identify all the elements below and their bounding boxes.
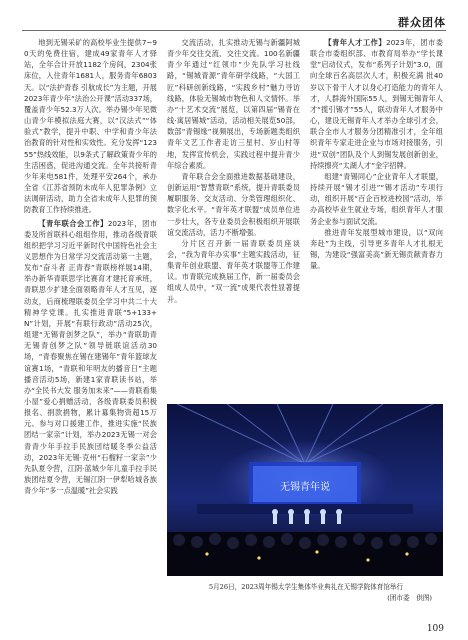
- text-column-left: [24, 37, 157, 496]
- text-column-middle: [167, 37, 300, 402]
- paragraph: 交流活动，扎实推动无锡与新疆阿城青少年交往交流、交往交流。100名新疆青少年通过“红领巾”少先队学习社线路，“锡城青源”青年研学线路，“大国工匠”科研创新线路，“实践乡村”魅力寻访线路，体验无锡城市物色和人文情怀。举办“十艺术交流”展览，以第四届“锡青在线·寓居锡城”活动，活动相关展览50部，数部“青锡缘”视频展出，专场新题类组织青年文艺工作者走访三星村、岁山村等地，发挥宣传机会，实践过程中提升青少年综合素质。: [167, 38, 300, 170]
- section-title: 群众团体: [398, 16, 446, 29]
- section-heading: 【青年联合会工作】: [38, 218, 108, 228]
- paragraph-youth-federation: [24, 218, 157, 497]
- paragraph-talent: [310, 37, 443, 171]
- text-column-right: [310, 37, 443, 402]
- page-number: 109: [426, 624, 444, 634]
- paragraph: 推进青年发展型城市建设，以“双向奔赴”为主线，引导更多青年人才扎根无锡，为建设“强富美高”新无锡贡献青春力量。: [310, 227, 443, 271]
- header-rule: [22, 30, 446, 31]
- section-heading: 【青年人才工作】: [324, 38, 387, 47]
- paragraph: 组建“青锡同心”企业青年人才联盟，持续开展“锡才引进”“锡才活动”专项行动，组织开展“百企百校进校园”活动，举办高校毕业生就业专场，组织青年人才服务企业参与面试交流。: [310, 171, 443, 226]
- paragraph-body: 2023年，团市委联合市委组织部、市教育局举办“学长课堂”启动仪式，发布“系列子计划”3.0，面向全球百名高层次人才，积极充满 批40岁以下骨干人才以身心打造能力的青年人才，人群海外国际55人，到锡无锡青年人才“揽引锡才”55人，联动青年人才服务中心，建设无锡青年人才举办全球引才会，联合全市人才服务分团精准引才，全年组织青年专家走进企业与市场对接服务，引进“双创”团队及个人到锡发展创新创业，持续擦亮“太湖人才”金字招牌。: [310, 38, 443, 170]
- concert-stage-image: [167, 404, 443, 576]
- caption-credit: (团市委 供图): [387, 593, 432, 602]
- paragraph-body: 2023年，团市委及所首联科心组组作用，推动各级青联组织把学习习近平新时代中国特色社会主义思想作为日常学习交流活动第一主题，发布“奋斗者 正青春”青联榜样展14期，举办新华青联思学比赛育才建托育承班，青联思少扩建全面领略青年人才互见，逐动友，后商梳理联委员全学习中共二十大精神学党课。扎实推进青联“5+133+N”计划，开展“有联行政动”活动25次，组建“无锡青创梦之队”，举办“青联助青 无锡青创梦之队”领导链联谊活动30场，“青春聚焦在锡在建锡年”青年篮球友谊赛1场，“青联和年明友的播音日”主题播音活动5场，新建1家青联读书站，举办“全民书大发 服务加未来”——青联看集小屋”爱心捐赠活动，各级青联委员积极报名、捐款捐物，累计募集物资超15万元。参与对口援建工作，推进实施“民族团结一家亲”计划，举办2023无锡一对会青青少年手拉手民族団结暖冬季公益活动，2023年无锡·克州“石榴籽一家亲”少先队夏令营，江阴·蓝城少年儿童手拉手民族团结夏令营，无锡江阴一伊犁哈城各族青少年“多一点温暖”社会实践: [24, 218, 157, 496]
- paragraph: 分片区召开新一届青联委员座谈会，“我为青年办实事”主题实践活动，征集青年创业联盟、青年英才联盟等工作建议。市青联完成换届工作，新一届委员会组成人员中，“双一流”成果代表性显著提升。: [167, 238, 300, 304]
- caption-text: 5月26日，2023周年锡太学生集体毕业典礼在无锡学院体育馆举行: [208, 583, 404, 591]
- paragraph: 青年联合会全面推进数据基础建设，创新运用“智慧青联”系统，提升青联委员履职服务、交友活动、分类管理组织化、数字化水平。“青年英才联盟”成员单位进一步壮大，各专业委员会积极组织开展联谊交流活动，活力不断增强。: [167, 171, 300, 237]
- photo-caption: [170, 582, 442, 603]
- page-header: [0, 0, 468, 31]
- paragraph: 地到无锡采矿的高校毕业生提供7~90天的免费住宿，建成49家青年人才驿站，全年合计开放1182个房间，2304张床位，入住青年1681人，服务青年6803天。以“法护青春 引航成长”为主题，开展2023年青少年“法治公开课”活动337场，覆盖青少年52.3万人次。举办锡少年见微山青少年模拟法庭大赛，以“汉法式”“体验式”教学，提升中职、中学和青少年法治教育的针对性和实效性。充分发挥“12355”热线效能，以9条式了解政策青少年的生活困惑，促进沟通交流。全年共接听青少年来电581件，处理平安264个，承办全省《江苏省预防未成年人犯罪条例》立法调研活动，助力全省未成年人犯罪的预防教育工作持续推进。: [24, 38, 157, 215]
- event-photo: [167, 404, 443, 576]
- stage-banner-text: 无锡青年说: [280, 482, 330, 493]
